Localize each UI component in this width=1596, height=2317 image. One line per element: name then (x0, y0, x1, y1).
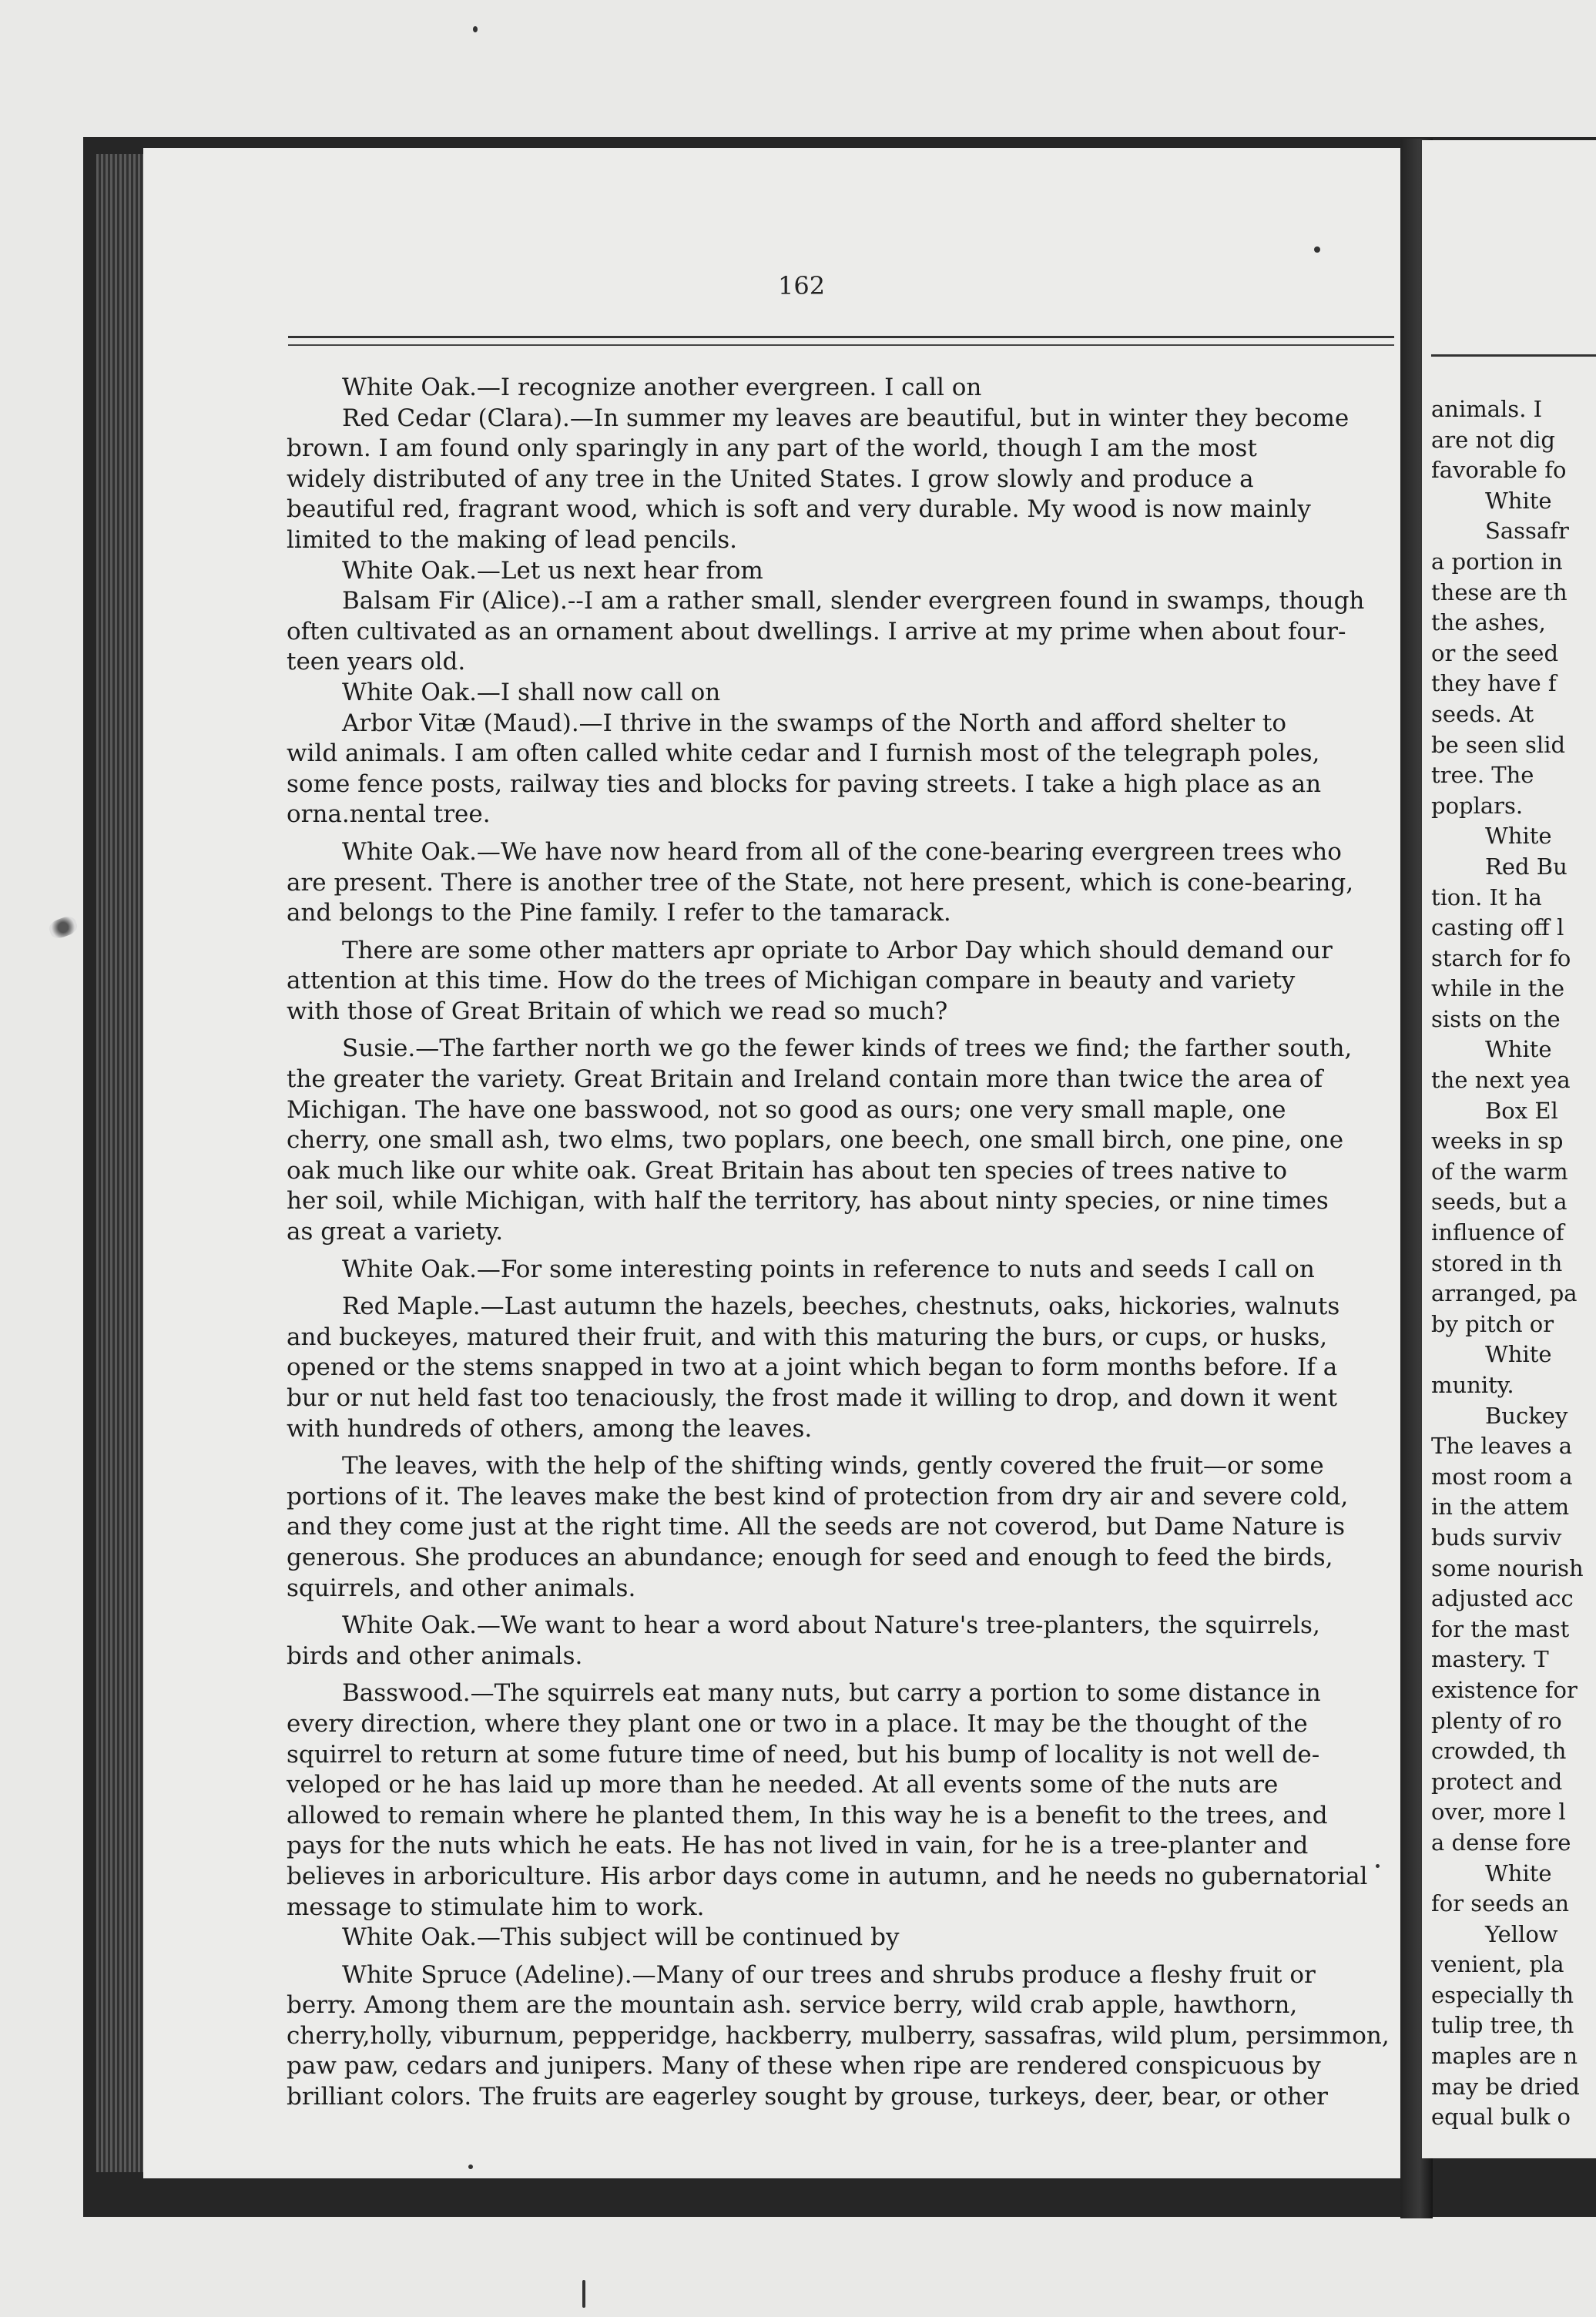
text-line: especially th (1431, 1981, 1574, 2008)
text-line: White (1485, 1859, 1552, 1886)
text-line: squirrel to return at some future time of need, but his bump of locality is not well de- (287, 1740, 1320, 1769)
text-line: Red Maple.—Last autumn the hazels, beeches, chestnuts, oaks, hickories, walnuts (342, 1293, 1340, 1321)
text-line: existence for (1431, 1676, 1578, 1703)
text-line: Basswood.—The squirrels eat many nuts, but carry a portion to some distance in (342, 1679, 1321, 1708)
text-line: venient, pla (1431, 1951, 1564, 1978)
right-page-text (1431, 394, 1596, 2133)
text-line: and belongs to the Pine family. I refer to the tamarack. (287, 899, 951, 927)
text-line: believes in arboriculture. His arbor days come in autumn, and he needs no gubernatorial (287, 1862, 1368, 1890)
header-rule (288, 336, 1394, 338)
text-line: wild animals. I am often called white cedar and I furnish most of the telegraph poles, (287, 739, 1320, 768)
text-line: some fence posts, railway ties and blocks for paving streets. I take a high place as an (287, 770, 1322, 798)
text-line: There are some other matters apr opriate to Arbor Day which should demand our (342, 936, 1333, 964)
text-line: Sassafr (1485, 518, 1569, 545)
text-line: these are th (1431, 578, 1568, 605)
text-line: maples are n (1431, 2043, 1578, 2070)
text-line: mastery. T (1431, 1646, 1549, 1673)
text-line: cherry,holly, viburnum, pepperidge, hackberry, mulberry, sassafras, wild plum, persimmon, (287, 2021, 1390, 2050)
text-line: bur or nut held fast too tenaciously, the frost made it willing to drop, and down it went (287, 1384, 1338, 1412)
page-number: 162 (778, 271, 826, 300)
text-line: squirrels, and other animals. (287, 1574, 636, 1602)
left-page-text (287, 373, 1390, 2113)
text-line: be seen slid (1431, 731, 1566, 758)
text-line: equal bulk o (1431, 2104, 1571, 2131)
ink-blot (47, 914, 79, 941)
text-line: poplars. (1431, 792, 1524, 819)
text-line: attention at this time. How do the trees of Michigan compare in beauty and variety (287, 967, 1296, 995)
text-line: for seeds an (1431, 1890, 1570, 1917)
text-line: tion. It ha (1431, 884, 1542, 910)
text-line: brilliant colors. The fruits are eagerley sought by grouse, turkeys, deer, bear, or other (287, 2083, 1328, 2111)
text-line: The leaves, with the help of the shifting winds, gently covered the fruit—or some (342, 1452, 1324, 1480)
text-line: generous. She produces an abundance; enough for seed and enough to feed the birds, (287, 1543, 1333, 1571)
text-line: some nourish (1431, 1554, 1584, 1581)
text-line: Buckey (1485, 1402, 1568, 1429)
text-line: buds surviv (1431, 1524, 1562, 1551)
text-line: with those of Great Britain of which we read so much? (287, 997, 948, 1025)
text-line: berry. Among them are the mountain ash. service berry, wild crab apple, hawthorn, (287, 1991, 1298, 2020)
page-edges (96, 154, 147, 2172)
text-line: stored in th (1431, 1249, 1563, 1276)
text-line: message to stimulate him to work. (287, 1893, 705, 1921)
text-line: paw paw, cedars and junipers. Many of these when ripe are rendered conspicuous by (287, 2052, 1321, 2081)
text-line: White Oak.—This subject will be continued by (342, 1923, 900, 1952)
text-line: starch for fo (1431, 944, 1571, 971)
text-line: or the seed (1431, 639, 1559, 666)
text-line: Red Cedar (Clara).—In summer my leaves are beautiful, but in winter they become (342, 404, 1350, 432)
text-line: in the attem (1431, 1494, 1570, 1521)
text-line: pays for the nuts which he eats. He has not lived in vain, for he is a tree-planter and (287, 1832, 1309, 1860)
text-line: White (1485, 487, 1552, 514)
text-line: widely distributed of any tree in the United States. I grow slowly and produce a (287, 464, 1254, 493)
text-line: seeds, but a (1431, 1189, 1568, 1216)
text-line: opened or the stems snapped in two at a joint which began to form months before. If a (287, 1353, 1338, 1382)
text-line: White (1485, 1341, 1552, 1368)
text-line: seeds. At (1431, 700, 1534, 727)
text-line: Arbor Vitæ (Maud).—I thrive in the swamps of the North and afford shelter to (342, 709, 1286, 737)
text-line: adjusted acc (1431, 1585, 1574, 1612)
text-line: brown. I am found only sparingly in any part of the world, though I am the most (287, 434, 1257, 463)
text-line: beautiful red, fragrant wood, which is soft and very durable. My wood is now mainly (287, 495, 1311, 524)
text-line: White Oak.—We want to hear a word about Nature's tree-planters, the squirrels, (342, 1611, 1320, 1640)
text-line: tree. The (1431, 762, 1534, 789)
text-line: over, more l (1431, 1799, 1566, 1826)
text-line: are present. There is another tree of the State, not here present, which is cone-bearing, (287, 868, 1354, 897)
text-line: every direction, where they plant one or two in a place. It may be the thought of the (287, 1709, 1308, 1738)
text-line: may be dried (1431, 2073, 1580, 2100)
text-line: a dense fore (1431, 1829, 1571, 1856)
text-line: and they come just at the right time. All the seeds are not coverod, but Dame Nature is (287, 1513, 1345, 1541)
text-line: protect and (1431, 1768, 1563, 1795)
dust-speck (1376, 1864, 1380, 1868)
dust-speck (1314, 246, 1320, 253)
text-line: most room a (1431, 1463, 1573, 1490)
text-line: animals. I (1431, 396, 1543, 422)
text-line: teen years old. (287, 648, 466, 676)
text-line: Balsam Fir (Alice).--I am a rather small, slender evergreen found in swamps, though (342, 587, 1365, 615)
text-line: Red Bu (1485, 853, 1568, 880)
text-line: as great a variety. (287, 1218, 504, 1246)
text-line: favorable fo (1431, 457, 1567, 484)
text-line: orna.nental tree. (287, 800, 491, 829)
text-line: weeks in sp (1431, 1128, 1564, 1155)
right-page-header-rule (1431, 354, 1596, 357)
text-line: and buckeyes, matured their fruit, and with this maturing the burs, or cups, or husks, (287, 1323, 1328, 1351)
dust-speck (468, 2164, 473, 2169)
text-line: Susie.—The farther north we go the fewer kinds of trees we find; the farther south, (342, 1034, 1353, 1063)
text-line: White Spruce (Adeline).—Many of our trees and shrubs produce a fleshy fruit or (342, 1960, 1316, 1989)
text-line: White Oak.—Let us next hear from (342, 556, 763, 585)
text-line: cherry, one small ash, two elms, two poplars, one beech, one small birch, one pine, one (287, 1126, 1344, 1155)
text-line: White (1485, 823, 1552, 850)
text-line: Yellow (1485, 1920, 1558, 1947)
text-line: the next yea (1431, 1067, 1571, 1094)
text-line: allowed to remain where he planted them, In this way he is a benefit to the trees, and (287, 1801, 1328, 1829)
text-line: casting off l (1431, 914, 1564, 941)
text-line: for the mast (1431, 1615, 1570, 1642)
text-line: White Oak.—For some interesting points in reference to nuts and seeds I call on (342, 1255, 1315, 1283)
text-line: they have f (1431, 670, 1557, 697)
text-line: of the warm (1431, 1158, 1568, 1185)
text-line: tulip tree, th (1431, 2012, 1574, 2039)
text-line: by pitch or (1431, 1310, 1554, 1337)
text-line: White Oak.—I shall now call on (342, 678, 721, 706)
text-line: the ashes, (1431, 609, 1546, 636)
text-line: while in the (1431, 975, 1565, 1002)
text-line: the greater the variety. Great Britain and Ireland contain more than twice the area of (287, 1065, 1323, 1094)
text-line: Box El (1485, 1097, 1558, 1124)
text-line: a portion in (1431, 548, 1563, 575)
text-line: veloped or he has laid up more than he needed. At all events some of the nuts are (287, 1771, 1279, 1799)
text-line: plenty of ro (1431, 1707, 1562, 1734)
text-line: Michigan. The have one basswood, not so good as ours; one very small maple, one (287, 1095, 1286, 1124)
dust-speck (582, 2280, 585, 2308)
text-line: oak much like our white oak. Great Britain has about ten species of trees native to (287, 1156, 1288, 1185)
text-line: crowded, th (1431, 1738, 1567, 1765)
text-line: White (1485, 1036, 1552, 1063)
text-line: sists on the (1431, 1005, 1561, 1032)
text-line: arranged, pa (1431, 1280, 1578, 1307)
text-line: White Oak.—We have now heard from all of the cone-bearing evergreen trees who (342, 837, 1342, 866)
text-line: with hundreds of others, among the leaves. (287, 1414, 813, 1443)
right-page (1422, 140, 1596, 2158)
text-line: White Oak.—I recognize another evergreen. I call on (342, 374, 982, 401)
text-line: often cultivated as an ornament about dwellings. I arrive at my prime when about four- (287, 617, 1346, 645)
header-rule-thin (288, 344, 1394, 346)
text-line: her soil, while Michigan, with half the territory, has about ninty species, or nine times (287, 1187, 1329, 1216)
text-line: influence of (1431, 1219, 1564, 1246)
text-line: limited to the making of lead pencils. (287, 525, 738, 554)
text-line: munity. (1431, 1372, 1514, 1398)
text-line: birds and other animals. (287, 1641, 583, 1670)
text-line: portions of it. The leaves make the best kind of protection from dry air and severe cold, (287, 1482, 1349, 1511)
dust-speck (473, 26, 478, 32)
text-line: The leaves a (1431, 1433, 1573, 1460)
text-line: are not dig (1431, 426, 1555, 453)
